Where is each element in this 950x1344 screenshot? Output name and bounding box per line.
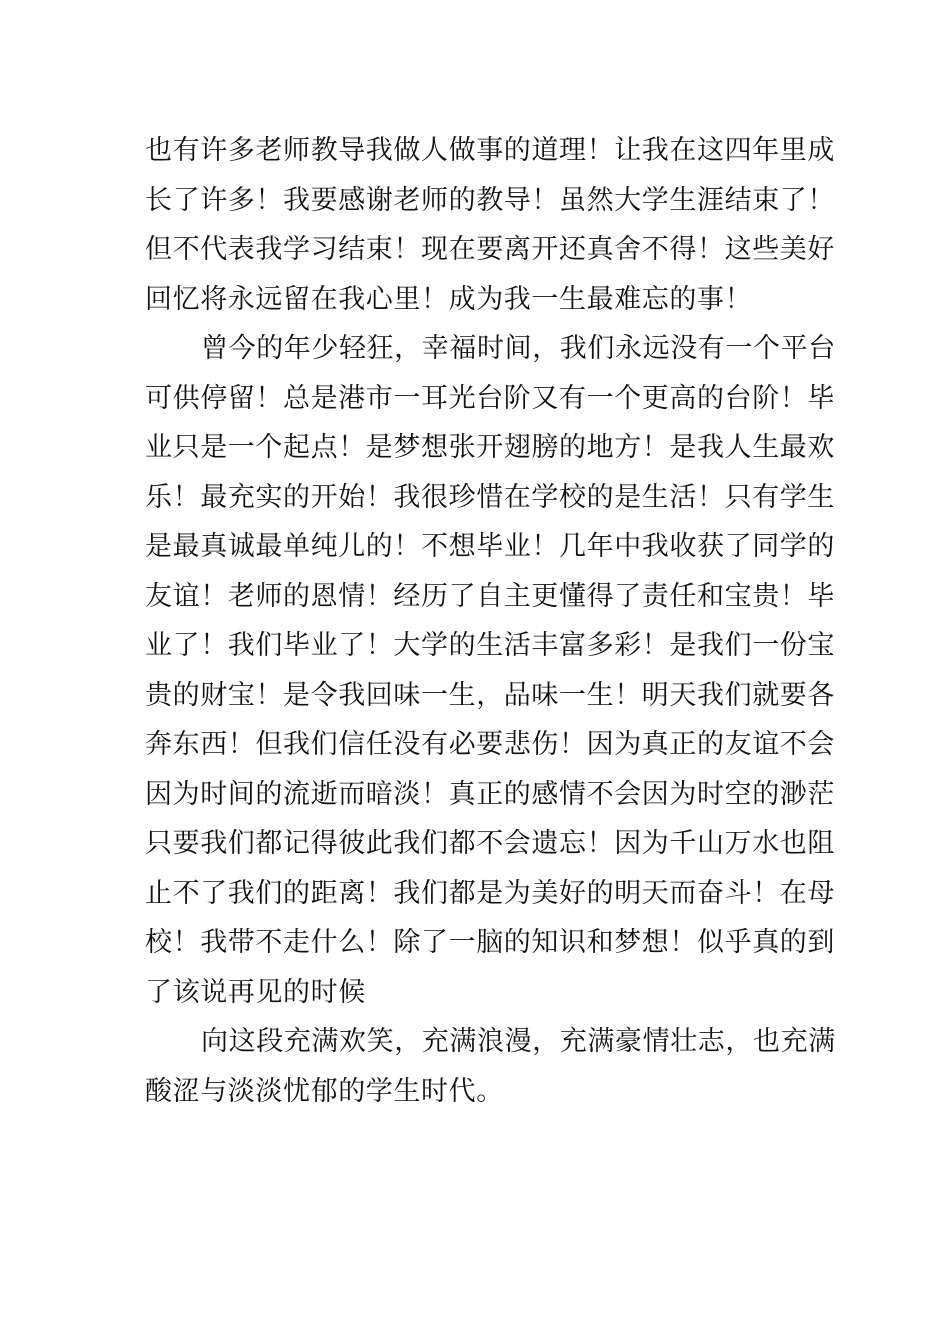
paragraph-2-line-12: 止不了我们的距离！我们都是为美好的明天而奋斗！在母 bbox=[145, 877, 835, 909]
paragraph-2-line-11: 只要我们都记得彼此我们都不会遗忘！因为千山万水也阻 bbox=[145, 828, 835, 859]
paragraph-1-line-3: 但不代表我学习结束！现在要离开还真舍不得！这些美好 bbox=[145, 234, 835, 265]
paragraph-2-line-8: 贵的财宝！是令我回味一生，品味一生！明天我们就要各 bbox=[145, 679, 835, 711]
paragraph-2-line-9: 奔东西！但我们信任没有必要悲伤！因为真正的友谊不会 bbox=[145, 729, 835, 760]
paragraph-2-line-14: 了该说再见的时候 bbox=[145, 976, 366, 1008]
document-body bbox=[145, 126, 836, 1116]
paragraph-2-line-10: 因为时间的流逝而暗淡！真正的感情不会因为时空的渺茫 bbox=[145, 778, 835, 810]
paragraph-1-line-1: 也有许多老师教导我做人做事的道理！让我在这四年里成 bbox=[145, 135, 835, 166]
paragraph-1-line-4: 回忆将永远留在我心里！成为我一生最难忘的事！ bbox=[145, 283, 753, 315]
paragraph-2-line-1: 曾今的年少轻狂，幸福时间，我们永远没有一个平台 bbox=[201, 333, 836, 364]
paragraph-2-line-5: 是最真诚最单纯儿的！不想毕业！几年中我收获了同学的 bbox=[145, 531, 835, 562]
paragraph-2-line-4: 乐！最充实的开始！我很珍惜在学校的是生活！只有学生 bbox=[145, 481, 835, 513]
paragraph-2-line-13: 校！我带不走什么！除了一脑的知识和梦想！似乎真的到 bbox=[145, 927, 835, 958]
paragraph-2-line-6: 友谊！老师的恩情！经历了自主更懂得了责任和宝贵！毕 bbox=[145, 580, 835, 612]
paragraph-1-line-2: 长了许多！我要感谢老师的教导！虽然大学生涯结束了！ bbox=[145, 184, 835, 216]
paragraph-2-line-2: 可供停留！总是港市一耳光台阶又有一个更高的台阶！毕 bbox=[145, 382, 835, 414]
paragraph-3-line-1: 向这段充满欢笑，充满浪漫，充满豪情壮志，也充满 bbox=[201, 1026, 836, 1057]
paragraph-3-line-2: 酸涩与淡淡忧郁的学生时代。 bbox=[145, 1075, 504, 1107]
paragraph-2-line-7: 业了！我们毕业了！大学的生活丰富多彩！是我们一份宝 bbox=[145, 630, 835, 661]
paragraph-2-line-3: 业只是一个起点！是梦想张开翅膀的地方！是我人生最欢 bbox=[145, 432, 835, 463]
